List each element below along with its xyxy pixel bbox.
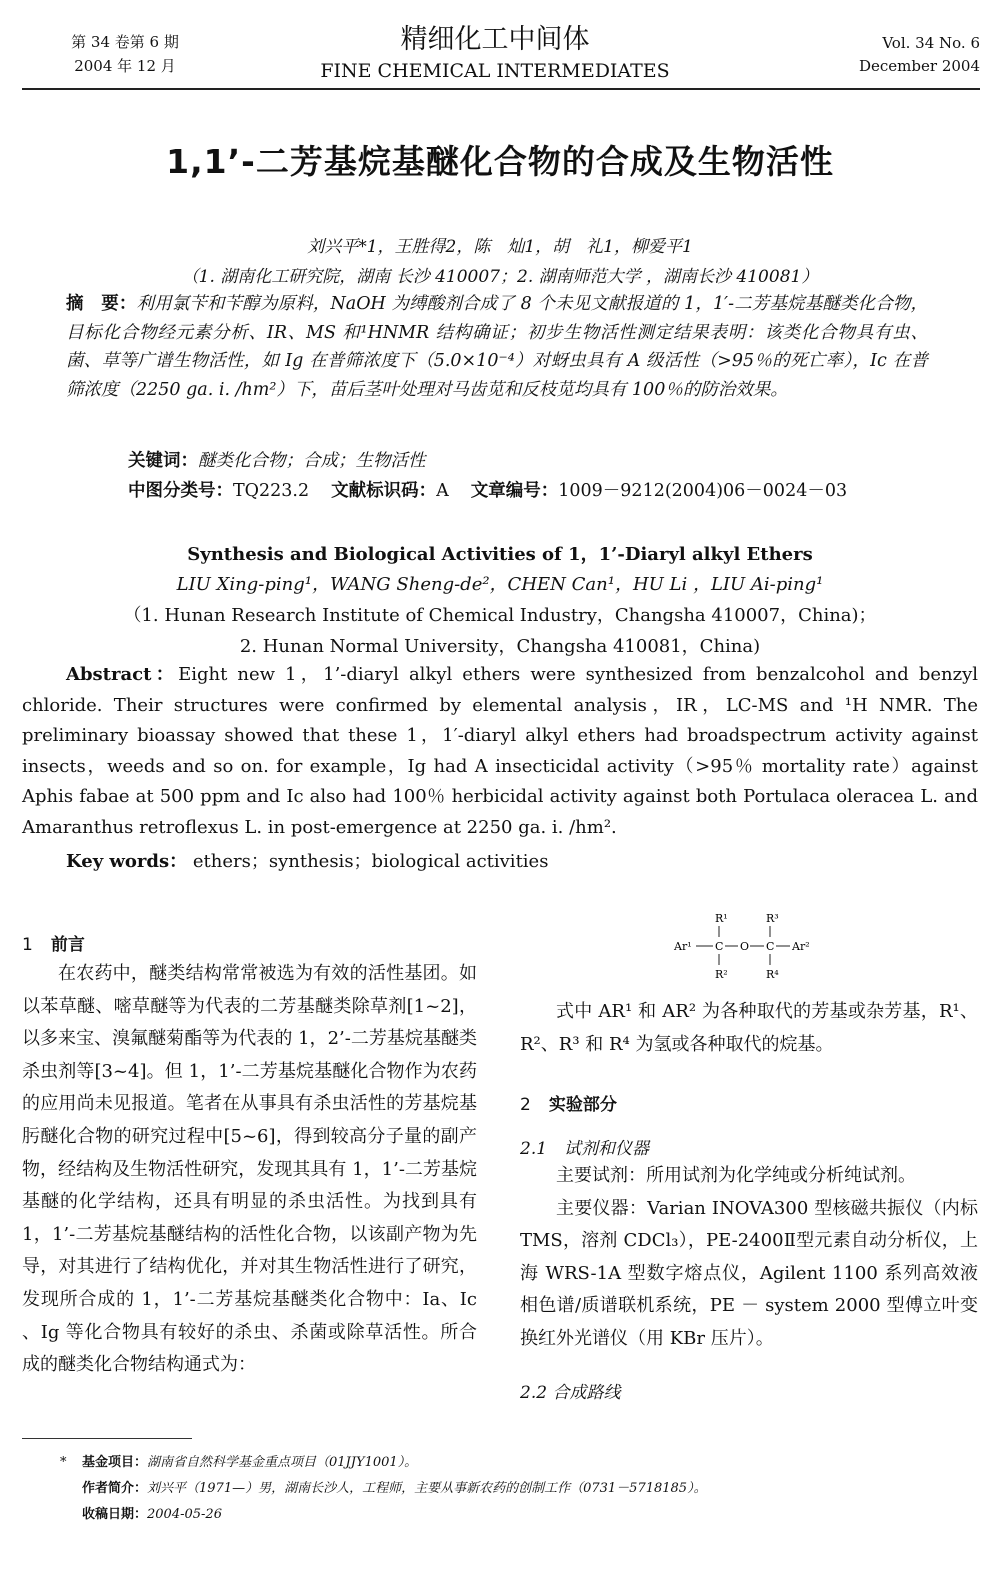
subsection-2-2: 2.2 合成路线 <box>520 1383 621 1403</box>
class-value: TQ223.2 <box>233 481 310 501</box>
fund-label: 基金项目： <box>82 1455 148 1470</box>
authors-en: LIU Xing-ping¹，WANG Sheng-de²，CHEN Can¹，HU Li ，LIU Ai-ping¹ <box>176 574 824 595</box>
formula-ar1: Ar¹ <box>674 940 692 953</box>
header-rule <box>22 88 980 90</box>
reagents-text: 所用试剂为化学纯或分析纯试剂。 <box>646 1165 916 1186</box>
formula-description-text: 式中 AR¹ 和 AR² 为各种取代的芳基或杂芳基，R¹、R²、R³ 和 R⁴ 为氢或各种取代的烷基。 <box>520 1001 978 1055</box>
formula-svg <box>670 910 870 982</box>
journal-name <box>300 22 690 84</box>
author-bio-text: 刘兴平（1971—）男，湖南长沙人，工程师，主要从事新农药的创制工作（0731－5718185）。 <box>147 1481 707 1496</box>
authors-cn: 刘兴平*1，王胜得2，陈 灿1，胡 礼1，柳爱平1 <box>307 237 693 257</box>
section-2-title: 实验部分 <box>548 1095 617 1115</box>
reagents-paragraph <box>520 1160 978 1356</box>
footnote-rule <box>22 1438 192 1439</box>
keywords-cn <box>128 447 426 472</box>
journal-issue-cn <box>30 30 220 78</box>
formula-c2: C <box>766 940 775 953</box>
doc-code-value: A <box>436 481 449 501</box>
abstract-cn-label: 摘 要： <box>66 294 137 314</box>
received-date-text: 2004-05-26 <box>147 1507 222 1522</box>
formula-r3: R³ <box>766 912 779 925</box>
section-1-number: 1 <box>22 935 33 955</box>
article-no-value: 1009－9212(2004)06－0024－03 <box>558 481 848 501</box>
classification-line <box>128 477 847 502</box>
abstract-en-text: Eight new 1，1’-diaryl alkyl ethers were synthesized from benzalcohol and benzyl chloride. Their structures were confirmed by elemental analysis，IR，LC-MS and ¹H NMR. The preliminary bioassay showed that these 1，1′-diaryl alkyl ethers had broadspectrum activity against insects，weeds and so on. for example，Ig had A insecticidal activity（>95％ mortality rate）against Aphis fabae at 500 ppm and Ic also had 100％ herbicidal activity against both Portulaca oleracea L. and Amaranthus retroflexus L. in post-emergence at 2250 ga. i. /hm². <box>22 664 978 838</box>
affiliation-en-2: 2. Hunan Normal University，Changsha 410081，China) <box>239 636 761 657</box>
keywords-cn-text: 醚类化合物；合成；生物活性 <box>198 451 426 471</box>
volume-issue-cn: 第 34 卷第 6 期 <box>71 33 179 51</box>
fund-text: 湖南省自然科学基金重点项目（01JJY1001）。 <box>147 1455 418 1470</box>
affiliations-cn: （1. 湖南化工研究院，湖南 长沙 410007；2. 湖南师范大学 ，湖南长沙 410081） <box>181 267 819 287</box>
keywords-en-label: Key words： <box>66 851 188 872</box>
formula-description <box>520 996 978 1061</box>
doc-code-label: 文献标识码： <box>331 481 437 501</box>
introduction-text: 在农药中，醚类结构常常被选为有效的活性基团。如以苯草醚、嘧草醚等为代表的二芳基醚类除草剂[1~2]，以多来宝、溴氟醚菊酯等为代表的 1，2’-二芳基烷基醚类杀虫剂等[3~4]。但 1，1’-二芳基烷基醚化合物作为农药的应用尚未见报道。笔者在从事具有杀虫活性的芳基烷基肟醚化合物的研究过程中[5~6]，得到较高分子量的副产物，经结构及生物活性研究，发现其具有 1，1’-二芳基烷基醚的化学结构，还具有明显的杀虫活性。为找到具有 1，1’-二芳基烷基醚结构的活性化合物，以该副产物为先导，对其进行了结构优化，并对其生物活性进行了研究，发现所合成的 1，1’-二芳基烷基醚类化合物中：Ia、Ic 、Ig 等化合物具有较好的杀虫、杀菌或除草活性。所合成的醚类化合物结构通式为： <box>22 963 477 1376</box>
journal-issue-en <box>840 32 980 78</box>
abstract-en-label: Abstract： <box>66 664 179 685</box>
footnote-date <box>82 1502 222 1528</box>
footnote-star: * <box>60 1455 67 1470</box>
formula-r4: R⁴ <box>766 968 779 981</box>
section-2-number: 2 <box>520 1095 531 1115</box>
received-date-label: 收稿日期： <box>82 1507 148 1522</box>
article-no-label: 文章编号： <box>470 481 559 501</box>
volume-issue-en: Vol. 34 No. 6 <box>882 34 980 52</box>
class-label: 中图分类号： <box>128 481 233 501</box>
formula-r1: R¹ <box>715 912 728 925</box>
section-1-heading <box>22 930 85 955</box>
keywords-cn-label: 关键词： <box>128 451 198 471</box>
instruments-paragraph <box>520 1193 978 1356</box>
affiliation-en-1: （1. Hunan Research Institute of Chemical Industry，Changsha 410007，China)； <box>123 605 877 626</box>
paper-title-en: Synthesis and Biological Activities of 1，1’-Diaryl alkyl Ethers <box>187 544 813 565</box>
subsection-2-1: 2.1 试剂和仪器 <box>520 1139 650 1159</box>
author-bio-label: 作者简介： <box>82 1481 148 1496</box>
section-2-heading <box>520 1090 617 1115</box>
formula-c1: C <box>715 940 724 953</box>
general-structure-formula <box>670 910 870 982</box>
formula-ar2: Ar² <box>792 940 810 953</box>
journal-name-en: FINE CHEMICAL INTERMEDIATES <box>320 60 670 82</box>
formula-o: O <box>740 940 750 953</box>
introduction-paragraph <box>22 958 477 1382</box>
instruments-label: 主要仪器： <box>556 1197 648 1219</box>
keywords-en-text: ethers；synthesis；biological activities <box>192 851 549 872</box>
formula-r2: R² <box>715 968 728 981</box>
footnote-author <box>82 1476 707 1502</box>
paper-title-cn: 1,1’-二芳基烷基醚化合物的合成及生物活性 <box>166 142 834 181</box>
section-1-title: 前言 <box>50 935 85 955</box>
date-en: December 2004 <box>859 57 980 75</box>
date-cn: 2004 年 12 月 <box>74 57 176 75</box>
abstract-cn-text: 利用氯苄和苄醇为原料，NaOH 为缚酸剂合成了 8 个未见文献报道的 1，1′-二芳基烷基醚类化合物，目标化合物经元素分析、IR、MS 和¹HNMR 结构确证；初步生物活性测定结果表明：该类化合物具有虫、菌、草等广谱生物活性，如 Ig 在普筛浓度下（5.0×10⁻⁴）对蚜虫具有 A 级活性（>95％的死亡率），Ic 在普筛浓度（2250 ga. i. /hm²）下，苗后茎叶处理对马齿苋和反枝苋均具有 100％的防治效果。 <box>66 294 928 400</box>
reagents-label: 主要试剂： <box>556 1165 646 1186</box>
keywords-en <box>66 847 548 873</box>
abstract-cn <box>66 290 928 404</box>
journal-name-cn: 精细化工中间体 <box>400 24 590 55</box>
abstract-en <box>22 660 978 843</box>
instruments-text: Varian INOVA300 型核磁共振仪（内标 TMS，溶剂 CDCl₃），PE-2400Ⅱ型元素自动分析仪，上海 WRS-1A 型数字熔点仪，Agilent 1100 系列高效液相色谱/质谱联机系统，PE － system 2000 型傅立叶变换红外光谱仪（用 KBr 压片）。 <box>520 1197 979 1349</box>
footnote-fund <box>60 1450 417 1476</box>
